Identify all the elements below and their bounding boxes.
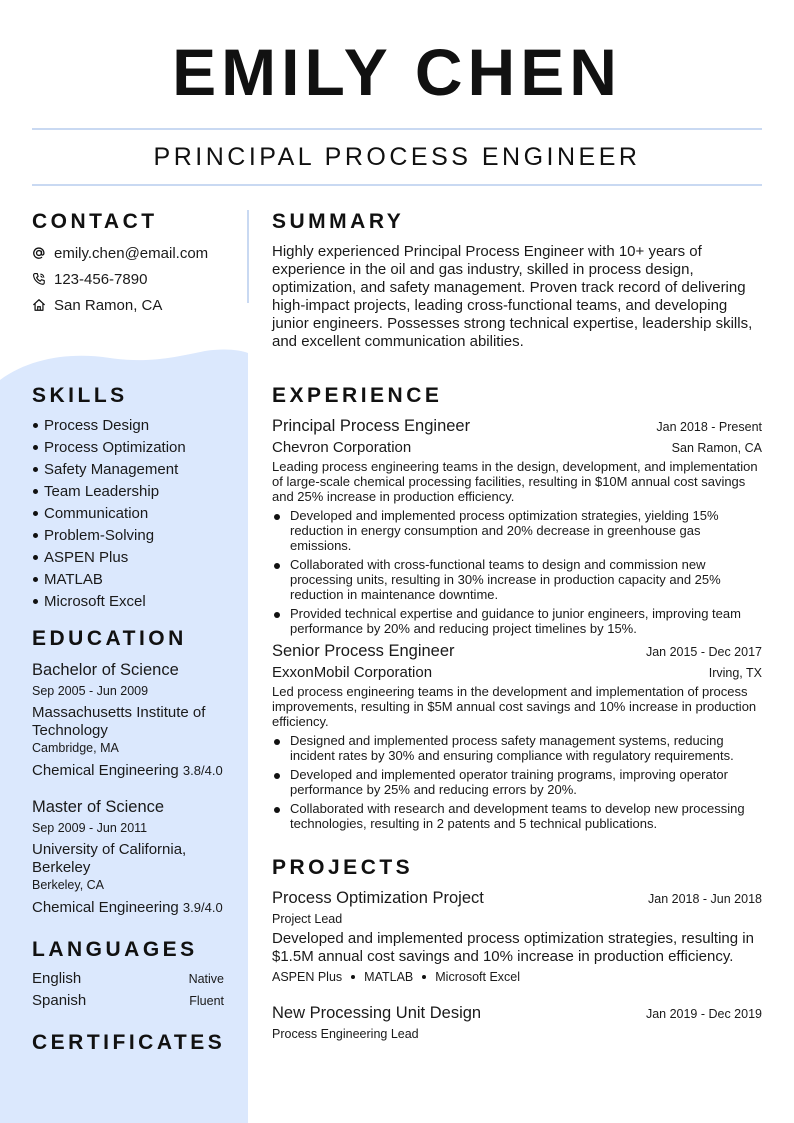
contact-email-text: emily.chen@email.com (54, 244, 209, 262)
job-description: Led process engineering teams in the development and implementation of process improvements, resulting in $5M annual cost savings and 10% increase in production efficiency. (272, 684, 757, 729)
education-dates: Sep 2009 - Jun 2011 (32, 821, 148, 835)
job-bullets (272, 733, 762, 831)
project-role: Process Engineering Lead (272, 1027, 419, 1041)
company-name: Chevron Corporation (272, 439, 412, 456)
language-level: Native (188, 972, 224, 986)
sidebar-divider (247, 210, 249, 303)
certificates-heading: CERTIFICATES (32, 1031, 226, 1054)
school-name: Massachusetts Institute of Technology (32, 704, 206, 739)
list-item: Designed and implemented process safety management systems, reducing incident rates by 30% and ensuring compliance with regulatory requirements. (272, 733, 762, 763)
tool-tag: Microsoft Excel (435, 970, 521, 984)
school-name: University of California, Berkeley (32, 841, 187, 876)
candidate-title: PRINCIPAL PROCESS ENGINEER (153, 143, 641, 171)
list-item: Safety Management (32, 459, 186, 481)
school-location: Berkeley, CA (32, 878, 105, 892)
project-role: Project Lead (272, 912, 343, 926)
language-name: English (32, 970, 82, 987)
header-bottom-rule (32, 184, 762, 186)
job-entry (272, 417, 762, 640)
language-level: Fluent (189, 994, 224, 1008)
contact-location (32, 295, 162, 315)
major: Chemical Engineering 3.8/4.0 (32, 762, 223, 779)
degree: Master of Science (32, 798, 165, 816)
project-dates: Jan 2019 - Dec 2019 (645, 1007, 762, 1021)
project-description: Developed and implemented process optimization strategies, resulting in $1.5M annual cost savings and 10% increase in production efficiency. (272, 930, 754, 965)
job-description: Leading process engineering teams in the design, development, and implementation of large-scale chemical processing facilities, resulting in $10M annual cost savings and 25% increase in production efficiency. (272, 459, 758, 504)
list-item: Problem-Solving (32, 525, 186, 547)
contact-phone-text: 123-456-7890 (54, 270, 148, 288)
skills-list (32, 415, 186, 613)
school-location: Cambridge, MA (32, 741, 119, 755)
tool-tag: MATLAB (364, 970, 414, 984)
experience-heading: EXPERIENCE (272, 384, 443, 407)
project-title: New Processing Unit Design (272, 1004, 482, 1022)
list-item: Team Leadership (32, 481, 186, 503)
project-entry (272, 1004, 762, 1041)
phone-icon (32, 272, 46, 286)
project-title: Process Optimization Project (272, 889, 484, 907)
home-icon (32, 298, 46, 312)
education-entry (32, 660, 224, 781)
degree: Bachelor of Science (32, 661, 179, 679)
header-top-rule (32, 128, 762, 130)
summary-text: Highly experienced Principal Process Engineer with 10+ years of experience in the oil and gas industry, skilled in process design, optimization, and safety management. Proven track record of delivering high-impact projects, leading cross-functional teams, and developing junior engineers. Possesses strong technical expertise, leadership skills, and excellent communication abilities. (272, 243, 753, 350)
job-location: San Ramon, CA (671, 441, 762, 455)
list-item: Microsoft Excel (32, 591, 186, 613)
education-heading: EDUCATION (32, 627, 187, 650)
major: Chemical Engineering 3.9/4.0 (32, 899, 223, 916)
education-dates: Sep 2005 - Jun 2009 (32, 684, 149, 698)
language-name: Spanish (32, 992, 87, 1009)
contact-email[interactable] (32, 243, 208, 263)
job-title: Senior Process Engineer (272, 642, 455, 660)
education-entry (32, 797, 224, 918)
projects-heading: PROJECTS (272, 856, 414, 879)
language-item (32, 970, 224, 987)
list-item: Collaborated with cross-functional teams to design and commission new processing units, resulting in 30% increase in production capacity and 25% reduction in maintenance downtime. (272, 557, 762, 602)
job-dates: Jan 2015 - Dec 2017 (645, 645, 762, 659)
at-sign-icon (32, 246, 46, 260)
list-item: Process Optimization (32, 437, 186, 459)
skills-heading: SKILLS (32, 384, 128, 407)
contact-phone[interactable] (32, 269, 147, 289)
list-item: Developed and implemented process optimization strategies, yielding 15% reduction in energy consumption and 20% decrease in greenhouse gas emissions. (272, 508, 762, 553)
list-item: Process Design (32, 415, 186, 437)
list-item: Developed and implemented operator training programs, improving operator performance by 25% and reducing errors by 20%. (272, 767, 762, 797)
candidate-name: EMILY CHEN (172, 35, 622, 109)
list-item: MATLAB (32, 569, 186, 591)
list-item: Provided technical expertise and guidance to junior engineers, improving team performance by 20% and reducing project timelines by 15%. (272, 606, 762, 636)
job-location: Irving, TX (708, 666, 762, 680)
list-item: Collaborated with research and development teams to develop new processing technologies, resulting in 2 patents and 5 technical publications. (272, 801, 762, 831)
job-entry (272, 642, 762, 835)
project-tools (272, 970, 762, 984)
summary-heading: SUMMARY (272, 210, 405, 233)
languages-heading: LANGUAGES (32, 938, 198, 961)
company-name: ExxonMobil Corporation (272, 664, 433, 681)
gpa: 3.9/4.0 (182, 900, 223, 915)
job-title: Principal Process Engineer (272, 417, 471, 435)
contact-heading: CONTACT (32, 210, 158, 233)
project-dates: Jan 2018 - Jun 2018 (648, 892, 762, 906)
project-entry (272, 889, 762, 984)
contact-location-text: San Ramon, CA (54, 296, 163, 314)
list-item: Communication (32, 503, 186, 525)
job-dates: Jan 2018 - Present (656, 420, 762, 434)
language-item (32, 992, 224, 1009)
job-bullets (272, 508, 762, 636)
list-item: ASPEN Plus (32, 547, 186, 569)
gpa: 3.8/4.0 (182, 763, 223, 778)
tool-tag: ASPEN Plus (272, 970, 343, 984)
